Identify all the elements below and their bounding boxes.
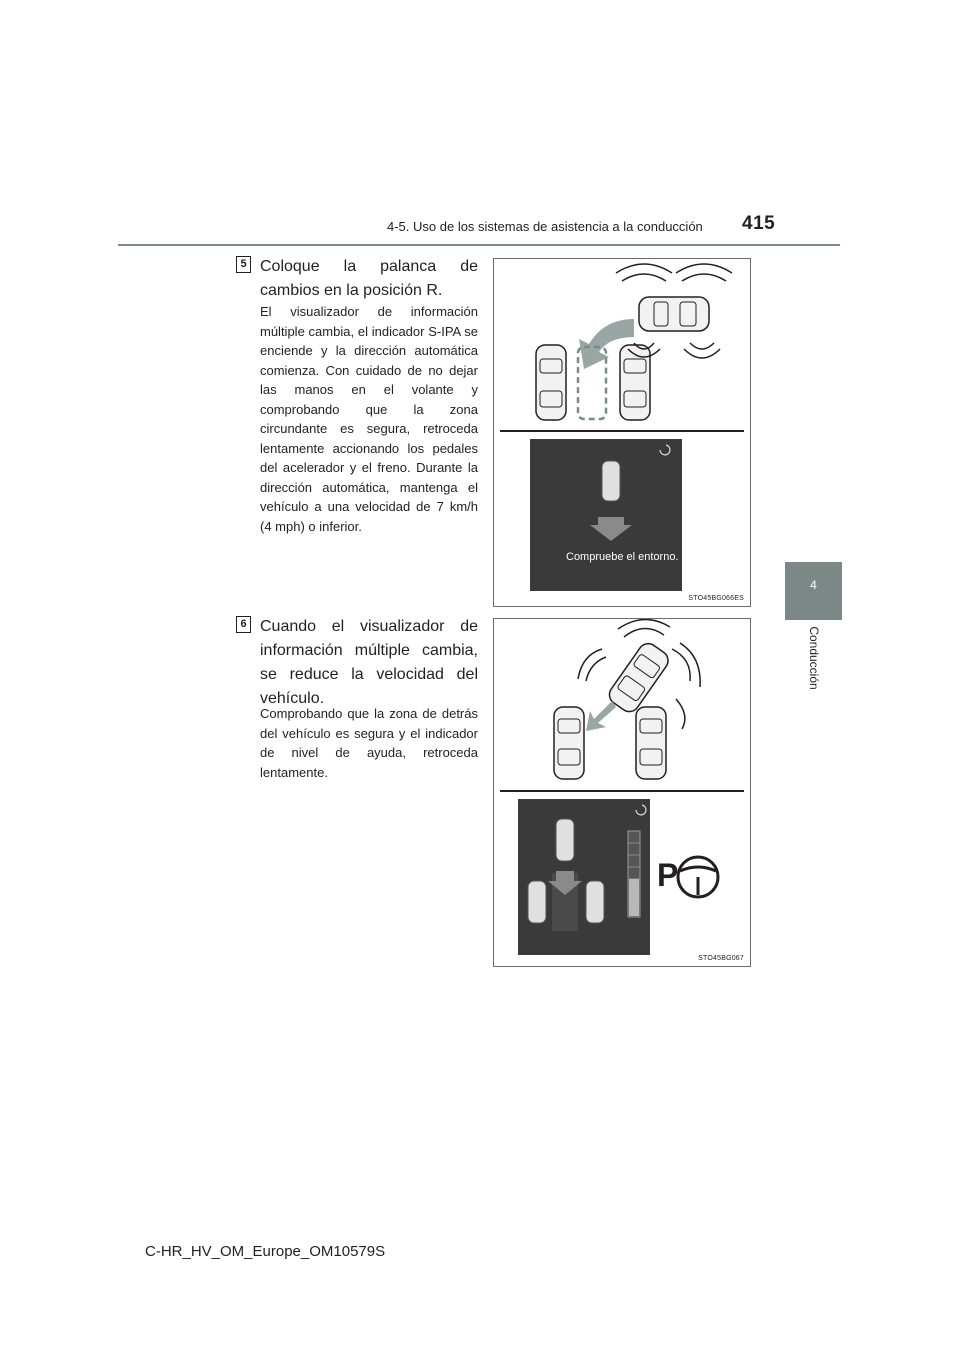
figure-code: STO45BG067 (698, 955, 744, 962)
parked-car-left-icon (554, 707, 584, 779)
own-car-icon (606, 640, 672, 716)
assist-indicator-letter: P (657, 857, 679, 893)
figure-step-5 (493, 258, 751, 607)
running-header-section: 4-5. Uso de los sistemas de asistencia a la conducción (387, 219, 703, 234)
header-rule (118, 244, 840, 246)
step-5-title: Coloque la palanca de cambios en la posición R. (260, 258, 478, 299)
figure-step-6 (493, 618, 751, 967)
multi-info-display (530, 439, 682, 591)
chapter-tab-label: Conducción (807, 626, 821, 690)
footer-document-id: C-HR_HV_OM_Europe_OM10579S (145, 1243, 386, 1260)
own-car-icon (639, 297, 709, 331)
chapter-tab-number: 4 (810, 578, 817, 592)
parked-car-right-icon (636, 707, 666, 779)
reverse-arrow-icon (586, 701, 616, 731)
multi-info-display (518, 799, 650, 955)
step-marker-5: 5 (236, 256, 251, 273)
figure-code: STO45BG066ES (688, 595, 744, 602)
step-6-title: Cuando el visualizador de información múltiple cambia, se reduce la velocidad del vehículo. (260, 618, 478, 707)
screen-message: Compruebe el entorno. (566, 551, 679, 563)
steering-wheel-icon (678, 857, 718, 897)
parked-car-left-icon (536, 345, 566, 420)
parking-diagram-slowdown (494, 619, 750, 966)
page-number: 415 (742, 213, 776, 234)
step-marker-6: 6 (236, 616, 251, 633)
step-5-body: El visualizador de información múltiple cambia, el indicador S-IPA se enciende y la dirección automática comienza. Con cuidado de no dejar las manos en el volante y comprobando que la zona circundante es segura, retroceda lentamente accionando los pedales del acelerador y el freno. Durante la dirección automática, mantenga el vehículo a una velocidad de 7 km/h (4 mph) o inferior. (260, 304, 478, 534)
step-6-body: Comprobando que la zona de detrás del vehículo es segura y el indicador de nivel de ayuda, retroceda lentamente. (260, 706, 478, 780)
